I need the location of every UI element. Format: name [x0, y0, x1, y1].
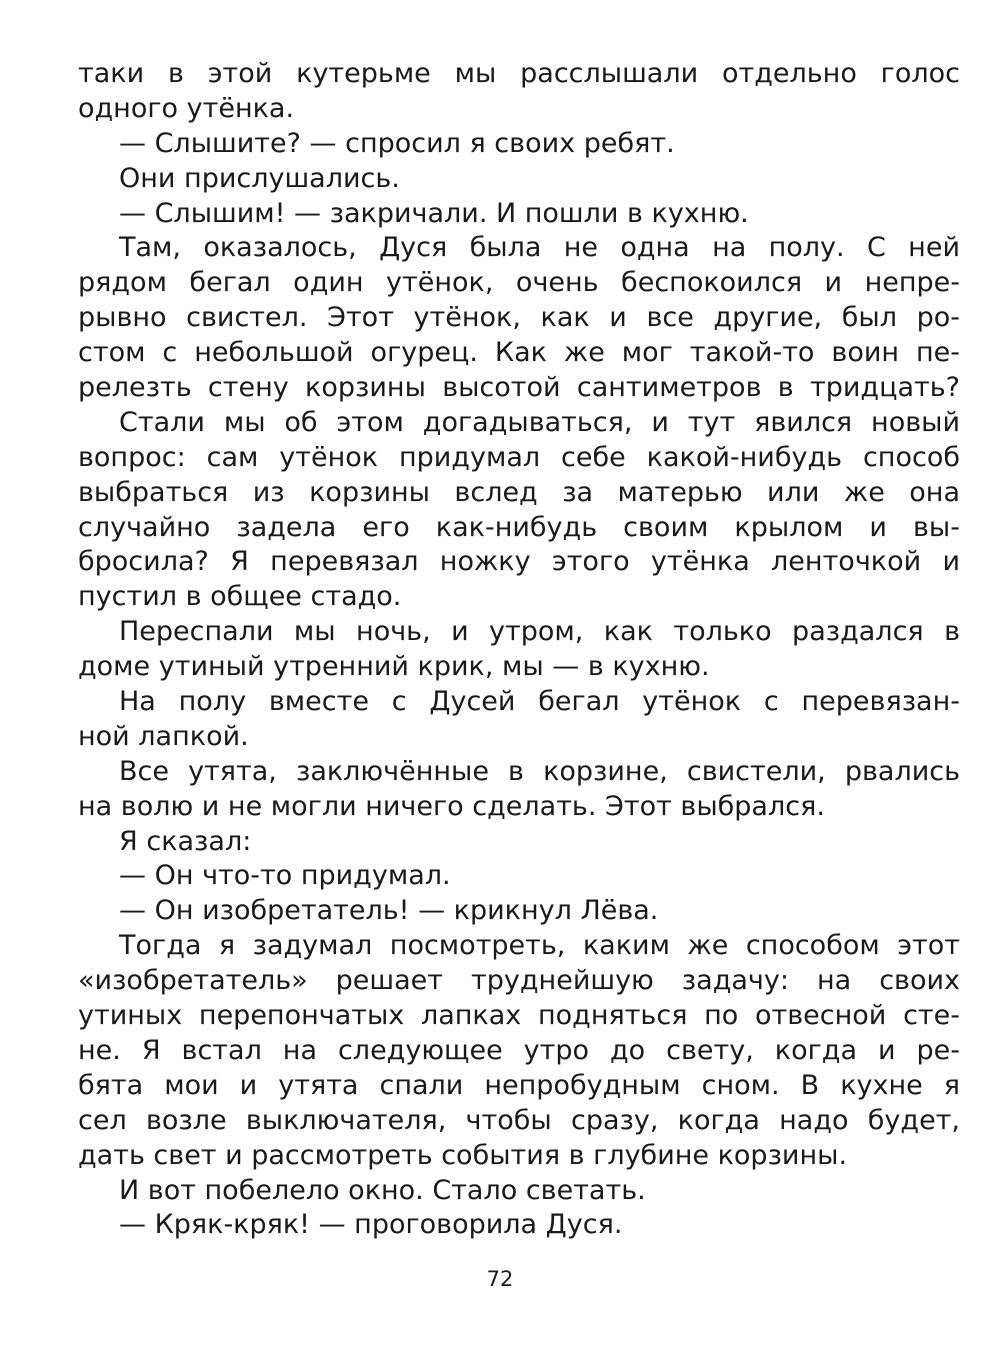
text-line: Тогда я задумал посмотреть, каким же способом этот [119, 930, 960, 962]
text-line: утиных перепончатых лапках подняться по отвесной сте- [78, 1000, 960, 1032]
text-line: сел возле выключателя, чтобы сразу, когда надо будет, [78, 1104, 960, 1136]
text-line: И вот побелело окно. Стало светать. [119, 1174, 646, 1206]
text-line: таки в этой кутерьме мы расслышали отдельно голос [78, 58, 960, 89]
text-line: Там, оказалось, Дуся была не одна на полу. С ней [119, 232, 960, 264]
text-line: Они прислушались. [119, 162, 400, 194]
text-line: выбраться из корзины вслед за матерью или же она [78, 476, 960, 508]
text-body [78, 57, 960, 1243]
text-line: доме утиный утренний крик, мы — в кухню. [78, 651, 710, 683]
text-line: ной лапкой. [78, 720, 249, 752]
text-line: — Он изобретатель! — крикнул Лёва. [119, 895, 659, 927]
text-line: вопрос: сам утёнок придумал себе какой-нибудь способ [78, 441, 960, 473]
text-line: — Кряк-кряк! — проговорила Дуся. [119, 1209, 623, 1241]
text-line: Стали мы об этом догадываться, и тут явился новый [119, 406, 960, 438]
text-line: стом с небольшой огурец. Как же мог такой-то воин пе- [78, 337, 960, 369]
text-line: На полу вместе с Дусей бегал утёнок с перевязан- [119, 686, 960, 718]
text-line: бята мои и утята спали непробудным сном. В кухне я [78, 1069, 960, 1101]
text-line: на волю и не могли ничего сделать. Этот выбрался. [78, 790, 825, 822]
text-line: Все утята, заключённые в корзине, свистели, рвались [119, 755, 960, 787]
text-line: дать свет и рассмотреть события в глубине корзины. [78, 1139, 848, 1171]
text-line: одного утёнка. [78, 92, 295, 124]
text-line: случайно задела его как-нибудь своим крылом и вы- [78, 511, 960, 543]
text-line: — Слышим! — закричали. И пошли в кухню. [119, 197, 749, 229]
text-line: Я сказал: [119, 825, 252, 857]
text-line: — Он что-то придумал. [119, 860, 451, 892]
text-line: «изобретатель» решает труднейшую задачу: на своих [78, 965, 960, 997]
text-line: релезть стену корзины высотой сантиметров в тридцать? [78, 372, 960, 404]
text-line: рывно свистел. Этот утёнок, как и все другие, был ро- [78, 302, 960, 334]
text-line: не. Я встал на следующее утро до свету, когда и ре- [78, 1034, 960, 1066]
text-line: рядом бегал один утёнок, очень беспокоился и непре- [78, 267, 960, 299]
text-line: бросила? Я перевязал ножку этого утёнка ленточкой и [78, 546, 960, 578]
text-line: Переспали мы ночь, и утром, как только раздался в [119, 616, 960, 648]
text-line: пустил в общее стадо. [78, 581, 402, 613]
page-number: 72 [486, 1267, 514, 1291]
text-line: — Слышите? — спросил я своих ребят. [119, 127, 675, 159]
